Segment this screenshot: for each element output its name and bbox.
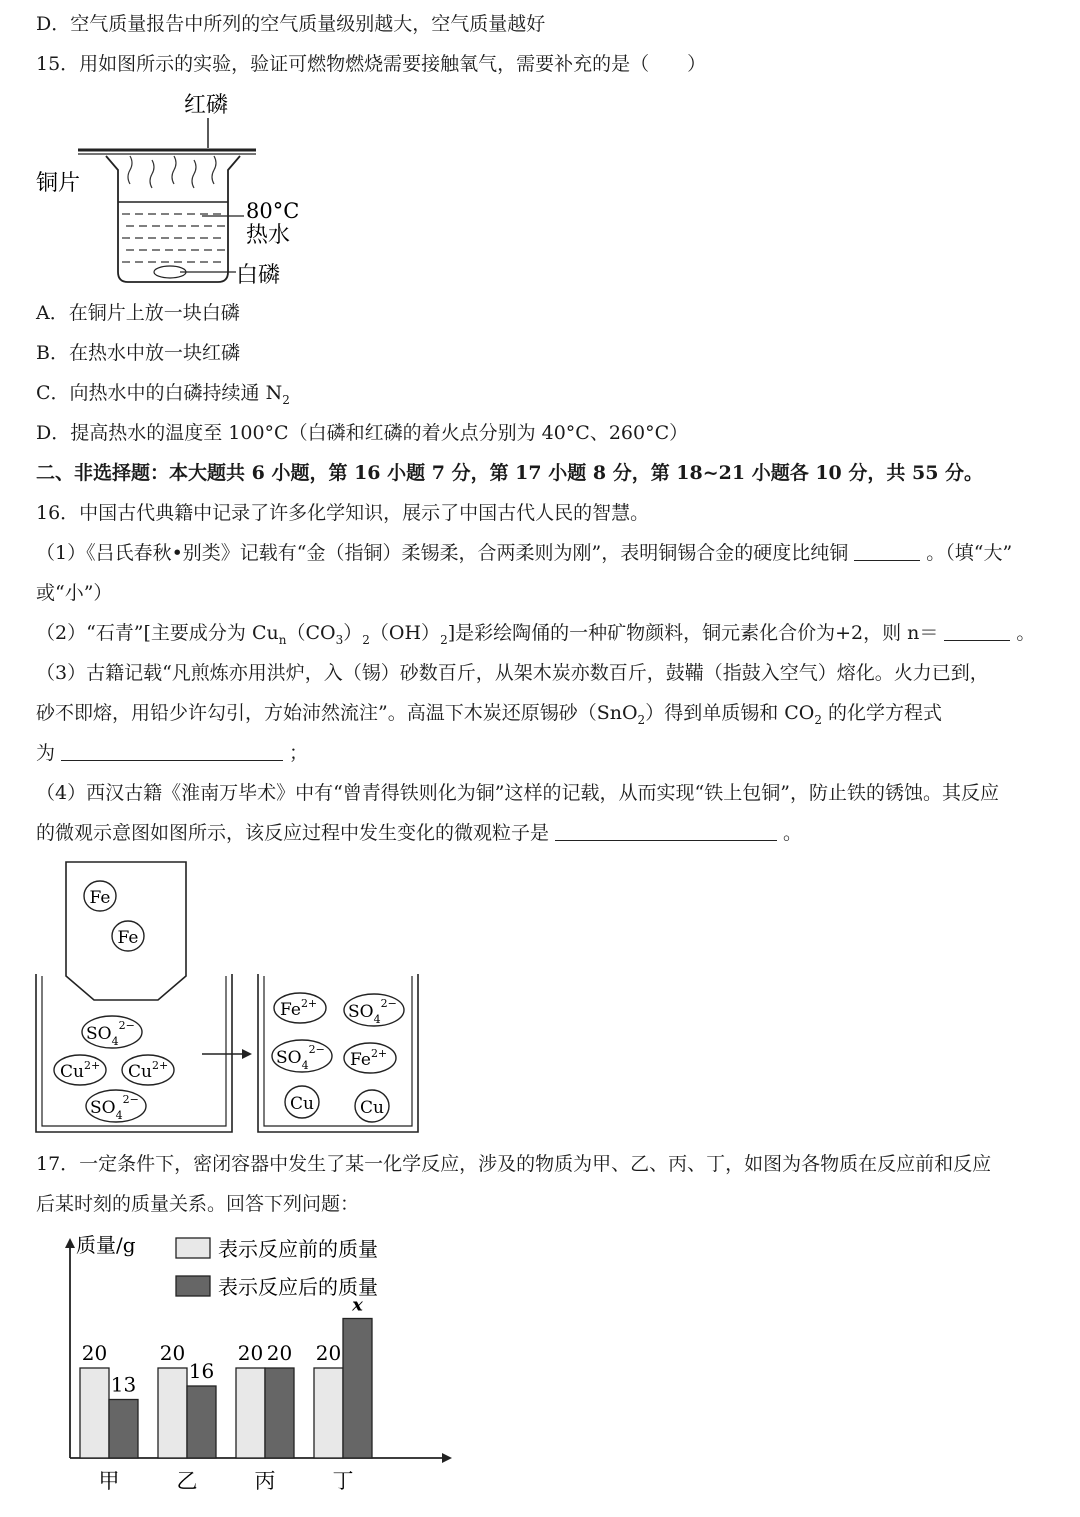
svg-text:Fe: Fe [89, 888, 111, 908]
data-label: 20 [237, 1341, 264, 1365]
q15-stem: 15．用如图所示的实验，验证可燃物燃烧需要接触氧气，需要补充的是（ ） [36, 53, 707, 75]
q16-part2-text-f: 。 [1016, 622, 1036, 644]
q16-part4-line1: （4）西汉古籍《淮南万毕术》中有“曾青得铁则化为铜”这样的记载，从而实现“铁上包铜”，防止铁的锈蚀。其反应 [36, 782, 999, 804]
copper-ion [122, 1055, 174, 1085]
q16-part2-sub1: n [278, 632, 287, 647]
chart-legend [176, 1237, 378, 1299]
q16-part3-sub2: 2 [814, 712, 822, 727]
copper-atom [355, 1090, 389, 1122]
q15-option-c-text: C．向热水中的白磷持续通 N [36, 382, 283, 404]
bar [265, 1368, 294, 1458]
q16-part2-text-a: （2）“石青”[主要成分为 Cu [36, 622, 279, 644]
bar [109, 1400, 138, 1459]
y-axis-arrow [65, 1238, 75, 1248]
q16-part3-sub1: 2 [637, 712, 646, 727]
data-label: x [352, 1294, 363, 1316]
chart-bars [80, 1295, 372, 1494]
q16-part3-line3 [36, 741, 1062, 765]
answer-blank-3[interactable] [61, 742, 283, 761]
q16-part2-text-c: ） [343, 622, 363, 644]
svg-text:SO42−: $SO_4^{2-}$ [348, 997, 397, 1026]
q16-part1 [36, 541, 1062, 565]
data-label: 20 [81, 1341, 108, 1365]
q16-part1-text: （1）《吕氏春秋•别类》记载有“金（指铜）柔锡柔，合两柔则为刚”，表明铜锡合金的硬度比纯铜 [36, 542, 849, 564]
q16-part2-text-b: （CO [286, 622, 336, 644]
y-axis-label: 质量/g [76, 1233, 136, 1257]
bar [236, 1368, 265, 1458]
q16-part2-sub4: 2 [440, 632, 448, 647]
q16-part1-tail: 。（填“大” [926, 542, 1013, 564]
ferrous-ion [344, 1043, 396, 1073]
q15-apparatus-figure [30, 84, 330, 294]
label-white-phosphorus: 白磷 [236, 263, 281, 288]
q16-part2-sub3: 2 [362, 632, 370, 647]
q16-part2 [36, 621, 1062, 652]
svg-text:Cu: Cu [290, 1094, 314, 1114]
data-label: 13 [110, 1372, 137, 1397]
q16-part2-text-e: ]是彩绘陶俑的一种矿物颜料，铜元素化合价为+2，则 n＝ [447, 622, 939, 644]
answer-blank-1[interactable] [854, 542, 920, 561]
svg-text:Fe2+: $Fe^{2+}$ [280, 997, 318, 1020]
svg-text:Cu: Cu [360, 1098, 384, 1118]
q17-line1: 17．一定条件下，密闭容器中发生了某一化学反应，涉及的物质为甲、乙、丙、丁，如图为各物质在反应前和反应 [36, 1153, 992, 1175]
q16-part3-text-a: 砂不即熔，用铅少许勾引，方始沛然流注”。高温下木炭还原锡砂（SnO [36, 702, 638, 724]
q15-option-d: D．提高热水的温度至 100°C（白磷和红磷的着火点分别为 40°C、260°C） [36, 422, 689, 444]
q16-part2-sub2: 3 [335, 632, 344, 647]
data-label: 20 [159, 1341, 186, 1365]
fe-atom [112, 921, 144, 951]
bar [314, 1368, 343, 1458]
answer-blank-2[interactable] [944, 622, 1010, 641]
svg-text:Fe: Fe [117, 928, 139, 948]
svg-text:SO42−: $SO_4^{2-}$ [276, 1043, 325, 1072]
q16-stem: 16．中国古代典籍中记录了许多化学知识，展示了中国古代人民的智慧。 [36, 502, 650, 524]
legend-swatch [176, 1238, 210, 1258]
svg-text:SO42−: $SO_4^{2-}$ [86, 1019, 135, 1048]
data-label: 20 [315, 1341, 342, 1365]
sulfate-ion [344, 994, 404, 1026]
q16-part3-text-d: 为 [36, 742, 56, 764]
legend-label: 表示反应后的质量 [218, 1275, 378, 1299]
q16-part3-text-e: ； [289, 742, 309, 764]
q16-part3-line2 [36, 701, 1062, 732]
fe-atom [84, 881, 116, 911]
q16-part3-text-b: ）得到单质锡和 CO [645, 702, 815, 724]
q16-part3-text-c: 的化学方程式 [821, 702, 943, 724]
bar [158, 1368, 187, 1458]
ferrous-ion [274, 993, 326, 1023]
mass-bar-chart [40, 1224, 480, 1496]
label-temperature: 80°C [246, 199, 300, 223]
answer-blank-4[interactable] [555, 822, 777, 841]
copper-atom [285, 1086, 319, 1118]
label-red-phosphorus: 红磷 [184, 93, 229, 118]
bar [187, 1386, 216, 1458]
q16-part3-line1: （3）古籍记载“凡煎炼亦用洪炉，入（锡）砂数百斤，从架木炭亦数百斤，鼓鞴（指鼓入空气）熔化。火力已到， [36, 662, 989, 684]
data-label: 20 [266, 1341, 293, 1365]
legend-label: 表示反应前的质量 [218, 1237, 378, 1261]
category-label: 丁 [332, 1469, 354, 1493]
q16-part4-text-b: 。 [783, 822, 803, 844]
category-label: 甲 [98, 1469, 120, 1493]
category-label: 乙 [176, 1469, 198, 1493]
q16-part1-cont: 或“小”） [36, 582, 113, 604]
q15-option-a: A．在铜片上放一块白磷 [36, 302, 240, 324]
section-2-header: 二、非选择题：本大题共 6 小题，第 16 小题 7 分，第 17 小题 8 分，第 18~21 小题各 10 分，共 55 分。 [36, 462, 984, 484]
sulfate-ion [82, 1016, 142, 1048]
q16-micro-diagram [30, 858, 430, 1138]
q15-option-c-sub: 2 [282, 392, 290, 407]
svg-text:Cu2+: $Cu^{2+}$ [60, 1059, 101, 1082]
q16-part2-text-d: （OH） [369, 622, 441, 644]
bar [80, 1368, 109, 1458]
category-label: 丙 [254, 1469, 276, 1493]
sulfate-ion [272, 1040, 332, 1072]
label-copper-sheet: 铜片 [36, 171, 81, 196]
svg-text:Fe2+: $Fe^{2+}$ [350, 1047, 388, 1070]
data-label: 16 [188, 1359, 215, 1383]
bar [343, 1319, 372, 1459]
q15-option-c [36, 381, 1062, 412]
legend-swatch [176, 1276, 210, 1296]
x-axis-arrow [442, 1453, 452, 1463]
svg-text:Cu2+: $Cu^{2+}$ [128, 1059, 169, 1082]
svg-text:SO42−: $SO_4^{2-}$ [90, 1093, 139, 1122]
q16-part4-line2 [36, 821, 1062, 845]
q14-option-d: D．空气质量报告中所列的空气质量级别越大，空气质量越好 [36, 13, 546, 35]
copper-ion [54, 1055, 106, 1085]
label-hot-water: 热水 [246, 223, 291, 248]
q15-option-b: B．在热水中放一块红磷 [36, 342, 240, 364]
q17-line2: 后某时刻的质量关系。回答下列问题： [36, 1193, 360, 1215]
sulfate-ion [86, 1090, 146, 1122]
q16-part4-text-a: 的微观示意图如图所示，该反应过程中发生变化的微观粒子是 [36, 822, 550, 844]
